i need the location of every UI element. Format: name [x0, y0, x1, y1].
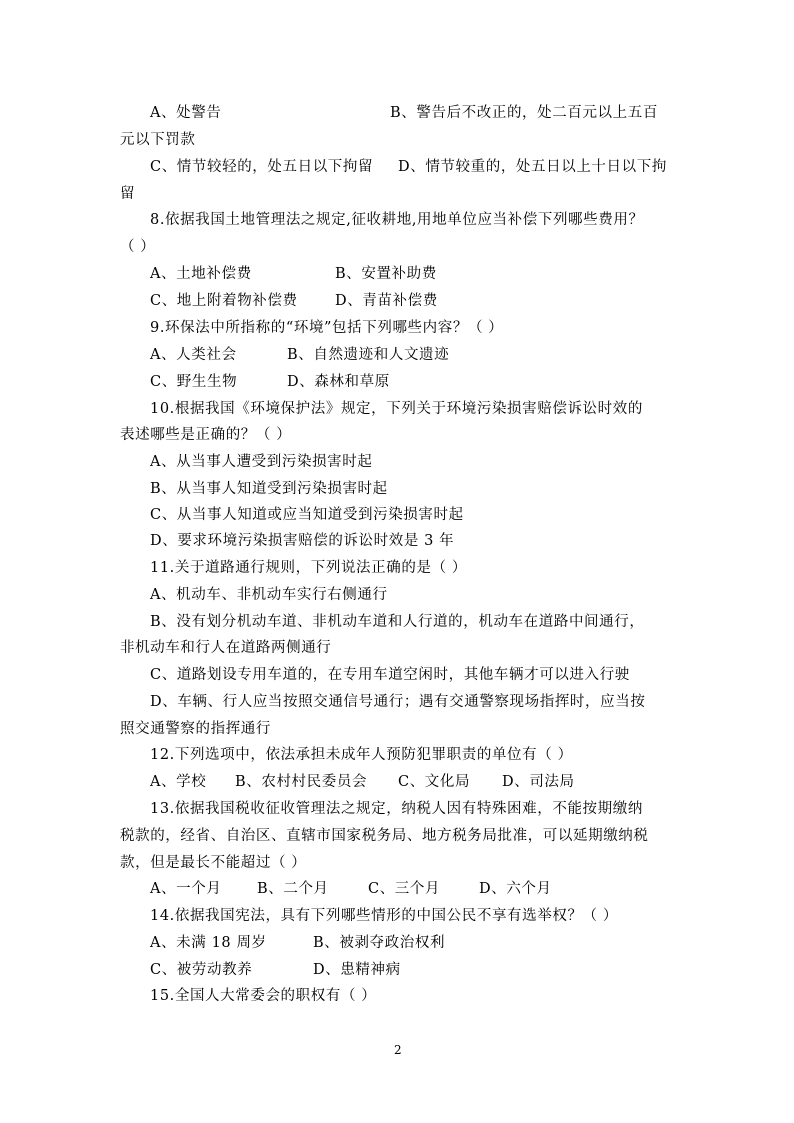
question-8: 8.依据我国土地管理法之规定,征收耕地,用地单位应当补偿下列哪些费用？	[150, 212, 644, 228]
option-line	[150, 155, 667, 176]
question-15: 15.全国人大常委会的职权有（ ）	[150, 988, 377, 1004]
option-d-cont: 照交通警察的指挥通行	[120, 721, 271, 737]
option-line	[150, 877, 552, 898]
option-line	[150, 262, 437, 283]
option-b-cont: 非机动车和行人在道路两侧通行	[120, 640, 332, 656]
option-d: D、司法局	[502, 774, 575, 790]
question-10-cont: 表述哪些是正确的？（ ）	[120, 427, 292, 443]
option-d: D、要求环境污染损害赔偿的诉讼时效是 3 年	[150, 533, 455, 549]
option-line	[150, 343, 450, 364]
option-a: A、土地补偿费	[150, 266, 252, 282]
option-c: C、道路划设专用车道的，在专用车道空闲时，其他车辆才可以进入行驶	[150, 667, 630, 683]
option-c: C、被劳动教养	[150, 962, 253, 978]
option-a: A、机动车、非机动车实行右侧通行	[150, 587, 388, 603]
option-b: B、农村村民委员会	[235, 774, 368, 790]
question-14: 14.依据我国宪法，具有下列哪些情形的中国公民不享有选举权？（ ）	[150, 908, 618, 924]
option-c: C、文化局	[398, 774, 471, 790]
option-a: A、一个月	[150, 881, 222, 897]
option-b: B、自然遗迹和人文遗迹	[287, 347, 450, 363]
option-line	[150, 770, 575, 791]
option-line	[150, 958, 401, 979]
question-10: 10.根据我国《环境保护法》规定，下列关于环境污染损害赔偿诉讼时效的	[150, 401, 643, 417]
option-line	[150, 370, 390, 391]
question-12: 12.下列选项中，依法承担未成年人预防犯罪职责的单位有（ ）	[150, 747, 573, 763]
option-line	[150, 101, 658, 122]
option-c: C、情节较轻的，处五日以下拘留	[150, 159, 374, 175]
option-a: A、处警告	[150, 105, 222, 121]
option-b: B、没有划分机动车道、非机动车道和人行道的，机动车在道路中间通行，	[150, 614, 645, 630]
text-line: 留	[120, 186, 136, 202]
option-line	[150, 289, 438, 310]
option-c: C、从当事人知道或应当知道受到污染损害时起	[150, 507, 464, 523]
option-b: B、被剥夺政治权利	[313, 935, 446, 951]
question-13-cont: 款，但是最长不能超过（ ）	[120, 855, 307, 871]
option-d: D、患精神病	[313, 962, 401, 978]
question-11: 11.关于道路通行规则，下列说法正确的是（ ）	[150, 560, 467, 576]
text-line: 元以下罚款	[120, 132, 196, 148]
answer-blank: （ ）	[120, 239, 156, 255]
option-line	[150, 931, 446, 952]
option-b: B、二个月	[257, 881, 329, 897]
option-c: C、地上附着物补偿费	[150, 293, 298, 309]
option-b: B、警告后不改正的，处二百元以上五百	[390, 105, 658, 121]
option-c: C、野生生物	[150, 374, 238, 390]
page-number: 2	[394, 1043, 403, 1057]
option-b: B、安置补助费	[335, 266, 437, 282]
option-c: C、三个月	[368, 881, 441, 897]
option-d: D、青苗补偿费	[335, 293, 438, 309]
question-13-cont: 税款的，经省、自治区、直辖市国家税务局、地方税务局批准，可以延期缴纳税	[120, 828, 649, 844]
option-b: B、从当事人知道受到污染损害时起	[150, 481, 388, 497]
option-d: D、车辆、行人应当按照交通信号通行；遇有交通警察现场指挥时，应当按	[150, 694, 646, 710]
option-d: D、六个月	[479, 881, 552, 897]
option-d: D、森林和草原	[287, 374, 390, 390]
option-a: A、学校	[150, 774, 207, 790]
option-a: A、从当事人遭受到污染损害时起	[150, 454, 373, 470]
question-9: 9.环保法中所指称的“环境”包括下列哪些内容？（ ）	[150, 320, 504, 336]
option-a: A、人类社会	[150, 347, 237, 363]
question-13: 13.依据我国税收征收管理法之规定，纳税人因有特殊困难，不能按期缴纳	[150, 801, 643, 817]
option-d: D、情节较重的，处五日以上十日以下拘	[398, 159, 667, 175]
option-a: A、未满 18 周岁	[150, 935, 267, 951]
